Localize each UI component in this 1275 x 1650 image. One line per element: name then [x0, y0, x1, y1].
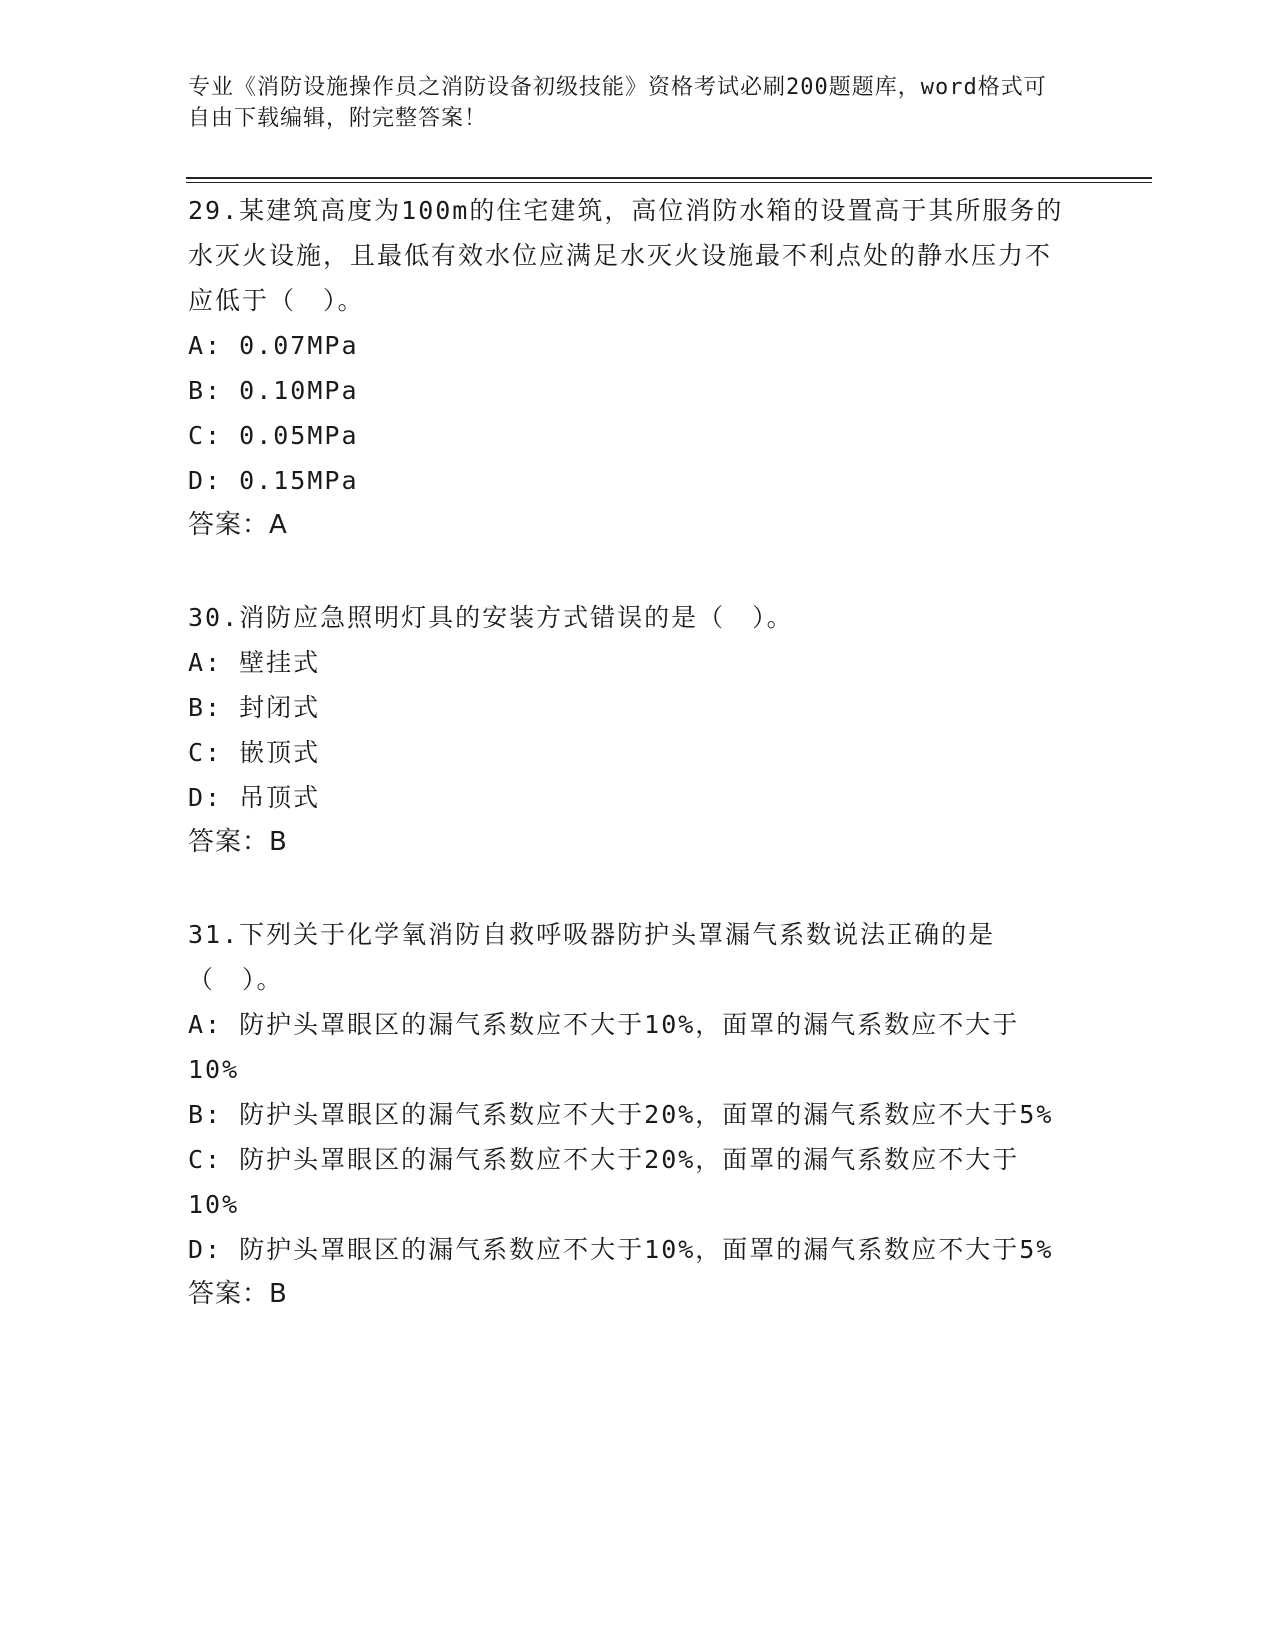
question-31 — [188, 912, 1068, 1317]
question-stem: 31.下列关于化学氧消防自救呼吸器防护头罩漏气系数说法正确的是（ ）。 — [188, 920, 996, 994]
question-30 — [188, 595, 1068, 865]
question-list — [188, 188, 1068, 1317]
question-stem: 29.某建筑高度为100m的住宅建筑，高位消防水箱的设置高于其所服务的水灭火设施，且最低有效水位应满足水灭火设施最不利点处的静水压力不应低于（ ）。 — [188, 196, 1064, 315]
option-c: C: 防护头罩眼区的漏气系数应不大于20%，面罩的漏气系数应不大于10% — [188, 1145, 1020, 1219]
header-divider — [186, 177, 1152, 183]
document-header: 专业《消防设施操作员之消防设备初级技能》资格考试必刷200题题库，word格式可自由下载编辑，附完整答案！ — [188, 75, 1047, 131]
option-c: C: 嵌顶式 — [188, 738, 321, 767]
answer: 答案：B — [188, 827, 288, 857]
option-a: A: 壁挂式 — [188, 648, 321, 677]
option-b: B: 封闭式 — [188, 693, 321, 722]
option-c: C: 0.05MPa — [188, 421, 359, 450]
answer: 答案：B — [188, 1279, 288, 1309]
spacer — [188, 865, 1068, 912]
option-a: A: 防护头罩眼区的漏气系数应不大于10%，面罩的漏气系数应不大于10% — [188, 1010, 1020, 1084]
spacer — [188, 548, 1068, 595]
option-d: D: 吊顶式 — [188, 783, 321, 812]
option-d: D: 0.15MPa — [188, 466, 359, 495]
question-29 — [188, 188, 1068, 548]
option-b: B: 防护头罩眼区的漏气系数应不大于20%，面罩的漏气系数应不大于5% — [188, 1100, 1054, 1129]
answer: 答案：A — [188, 510, 288, 540]
option-d: D: 防护头罩眼区的漏气系数应不大于10%，面罩的漏气系数应不大于5% — [188, 1235, 1054, 1264]
option-b: B: 0.10MPa — [188, 376, 359, 405]
option-a: A: 0.07MPa — [188, 331, 359, 360]
question-stem: 30.消防应急照明灯具的安装方式错误的是（ ）。 — [188, 603, 794, 632]
